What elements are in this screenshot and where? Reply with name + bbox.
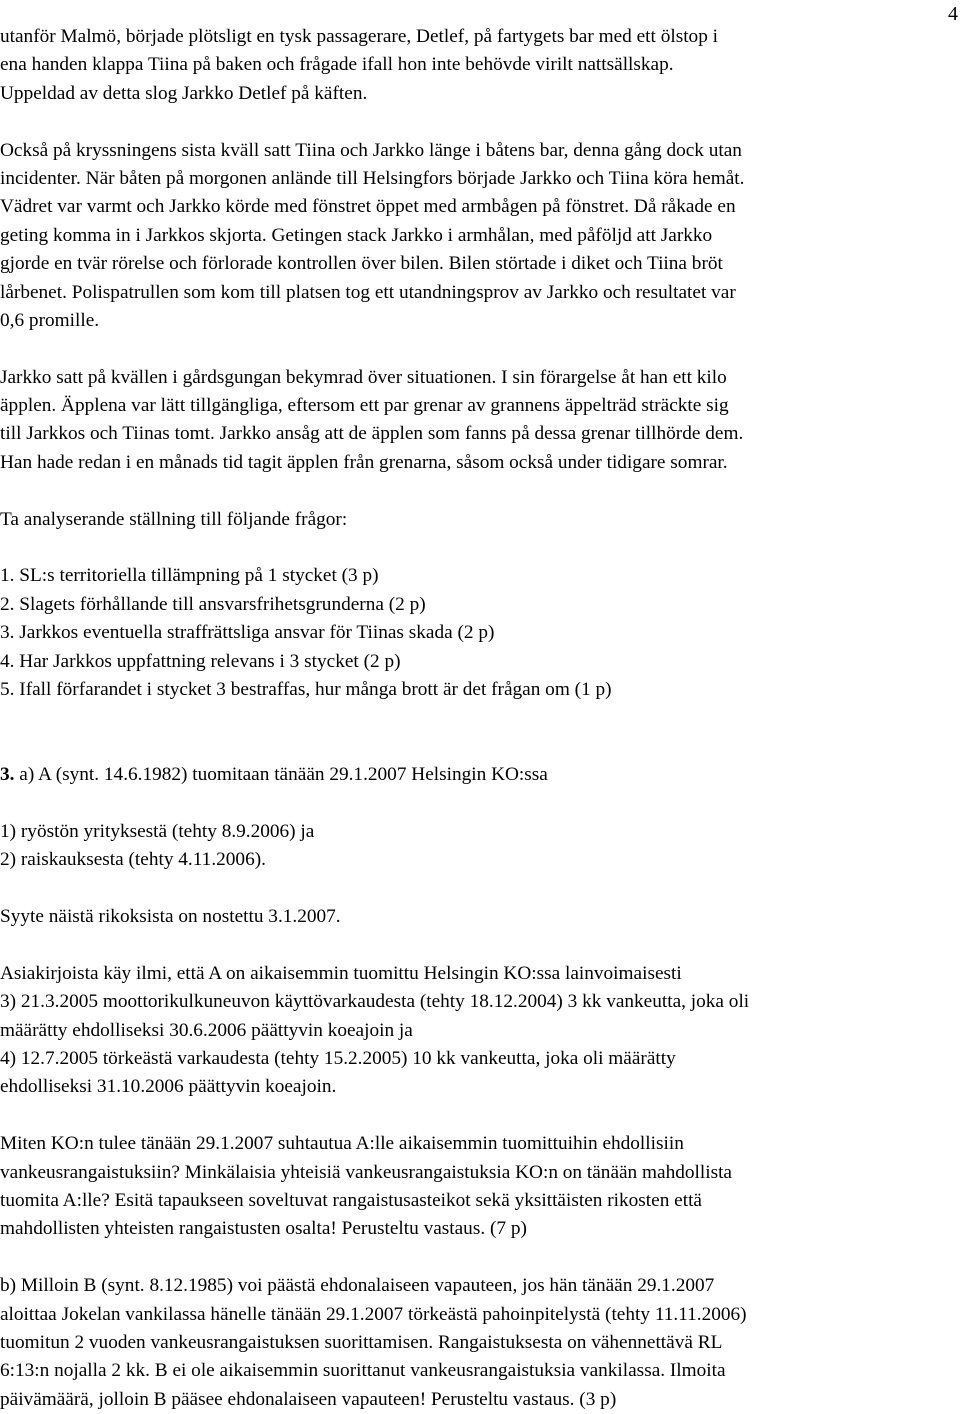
text-line: lårbenet. Polispatrullen som kom till platsen tog ett utandningsprov av Jarkko och resultatet var <box>0 281 736 303</box>
question-b <box>0 1272 958 1414</box>
crime-item: 2) raiskauksesta (tehty 4.11.2006). <box>0 849 266 871</box>
crime-item: 1) ryöstön yrityksestä (tehty 8.9.2006) ja <box>0 820 315 842</box>
document-body <box>0 23 958 1414</box>
text-line: utanför Malmö, började plötsligt en tysk passagerare, Detlef, på fartygets bar med ett ölstop i <box>0 26 719 47</box>
question-item: 3. Jarkkos eventuella straffrättsliga ansvar för Tiinas skada (2 p) <box>0 622 495 644</box>
question-item: 4. Har Jarkkos uppfattning relevans i 3 stycket (2 p) <box>0 650 401 672</box>
prior-convictions <box>0 960 958 1102</box>
case-intro: a) A (synt. 14.6.1982) tuomitaan tänään 29.1.2007 Helsingin KO:ssa <box>14 764 548 786</box>
text-line: äpplen. Äpplena var lätt tillgängliga, eftersom ett par grenar av grannens äppelträd sträckte sig <box>0 395 729 417</box>
paragraph-swedish-3 <box>0 364 958 478</box>
question-item: 5. Ifall förfarandet i stycket 3 bestraffas, hur många brott är det frågan om (1 p) <box>0 678 612 700</box>
paragraph-swedish-2 <box>0 137 958 336</box>
text-line: Asiakirjoista käy ilmi, että A on aikaisemmin tuomittu Helsingin KO:ssa lainvoimaisesti <box>0 962 682 984</box>
text-line: vankeusrangaistuksiin? Minkälaisia yhteisiä vankeusrangaistuksia KO:n on tänään mahdollista <box>0 1161 732 1183</box>
text-line: ena handen klappa Tiina på baken och frågade ifall hon inte behövde virilt nattsällskap. <box>0 54 674 76</box>
text-line: b) Milloin B (synt. 8.12.1985) voi päästä ehdonalaiseen vapauteen, jos hän tänään 29.1.2007 <box>0 1275 715 1297</box>
paragraph-swedish-1 <box>0 23 958 108</box>
text-line: tuomita A:lle? Esitä tapaukseen soveltuvat rangaistusasteikot sekä yksittäisten rikosten että <box>0 1190 702 1212</box>
text-line: Miten KO:n tulee tänään 29.1.2007 suhtautua A:lle aikaisemmin tuomittuihin ehdollisiin <box>0 1133 684 1155</box>
text-line: incidenter. När båten på morgonen anlände till Helsingfors började Jarkko och Tiina köra hemåt. <box>0 167 745 189</box>
text-line: Uppeldad av detta slog Jarkko Detlef på käften. <box>0 82 368 104</box>
question-a <box>0 1130 958 1244</box>
text-line: 4) 12.7.2005 törkeästä varkaudesta (tehty 15.2.2005) 10 kk vankeutta, joka oli määrätty <box>0 1048 676 1070</box>
text-line: 0,6 promille. <box>0 309 100 331</box>
text-line: Jarkko satt på kvällen i gårdsgungan bekymrad över situationen. I sin förargelse åt han ett kilo <box>0 366 727 388</box>
question-item: 1. SL:s territoriella tillämpning på 1 stycket (3 p) <box>0 565 379 587</box>
case-3-heading <box>0 761 958 789</box>
text-line: Han hade redan i en månads tid tagit äpplen från grenarna, såsom också under tidigare somrar. <box>0 451 728 473</box>
text-line: ehdolliseksi 31.10.2006 päättyvin koeajoin. <box>0 1076 337 1098</box>
page-number: 4 <box>948 3 958 25</box>
text-line: 3) 21.3.2005 moottorikulkuneuvon käyttövarkaudesta (tehty 18.12.2004) 3 kk vankeutta, joka oli <box>0 991 750 1013</box>
text-line: määrätty ehdolliseksi 30.6.2006 päättyvin koeajoin ja <box>0 1019 413 1041</box>
text-line: Också på kryssningens sista kväll satt Tiina och Jarkko länge i båtens bar, denna gång dock utan <box>0 139 742 161</box>
text-line: päivämäärä, jolloin B pääsee ehdonalaiseen vapauteen! Perusteltu vastaus. (3 p) <box>0 1388 617 1410</box>
instruction-text: Ta analyserande ställning till följande frågor: <box>0 508 348 530</box>
case-number: 3. <box>0 764 15 786</box>
text-line: 6:13:n nojalla 2 kk. B ei ole aikaisemmin suorittanut vankeusrangaistuksia vankilassa. Ilmoita <box>0 1360 726 1382</box>
charge-text: Syyte näistä rikoksista on nostettu 3.1.2007. <box>0 906 341 928</box>
crime-list <box>0 818 958 875</box>
text-line: tuomitun 2 vuoden vankeusrangaistuksen suorittamisen. Rangaistuksesta on vähennettävä RL <box>0 1331 723 1353</box>
text-line: Vädret var varmt och Jarkko körde med fönstret öppet med armbågen på fönstret. Då råkade en <box>0 196 736 218</box>
text-line: aloittaa Jokelan vankilassa hänelle tänään 29.1.2007 törkeästä pahoinpitelystä (tehty 11.11.2006) <box>0 1303 747 1325</box>
text-line: gjorde en tvär rörelse och förlorade kontrollen över bilen. Bilen störtade i diket och Tiina bröt <box>0 253 723 275</box>
text-line: till Jarkkos och Tiinas tomt. Jarkko ansåg att de äpplen som fanns på dessa grenar tillhörde dem. <box>0 423 744 445</box>
question-list <box>0 562 958 704</box>
text-line: geting komma in i Jarkkos skjorta. Getingen stack Jarkko i armhålan, med påföljd att Jarkko <box>0 224 713 246</box>
text-line: mahdollisten yhteisten rangaistusten osalta! Perusteltu vastaus. (7 p) <box>0 1218 527 1240</box>
question-item: 2. Slagets förhållande till ansvarsfrihetsgrunderna (2 p) <box>0 593 426 615</box>
